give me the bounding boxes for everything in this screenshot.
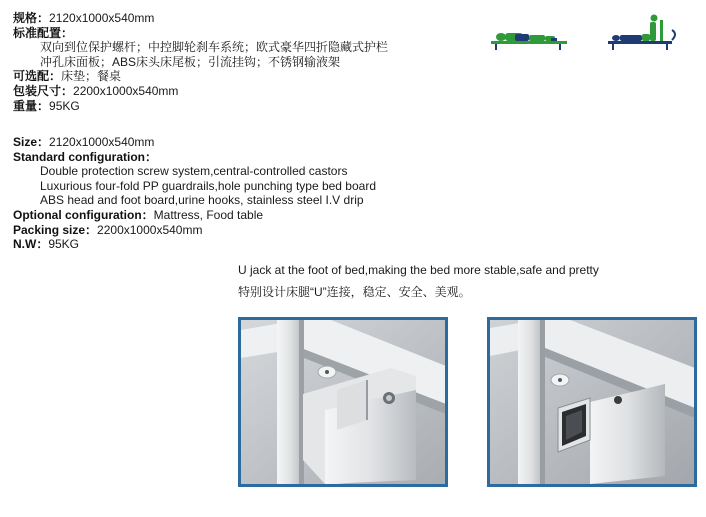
spec-optional-value: 床垫；餐桌 xyxy=(61,69,122,84)
spec-size-label: 规格： xyxy=(13,11,50,25)
bed-leg-u-jack-photo xyxy=(487,317,697,487)
spec-standard-line: ABS head and foot board,urine hooks, stainless steel I.V drip xyxy=(40,193,364,208)
spec-optional-label: Optional configuration： xyxy=(13,207,154,222)
spec-size-label: Size： xyxy=(13,135,50,149)
spec-optional-value: Mattress, Food table xyxy=(153,207,264,222)
caption-cn: 特别设计床腿“U”连接，稳定、安全、美观。 xyxy=(238,285,471,299)
spec-standard-row xyxy=(13,150,376,165)
spec-packing-row xyxy=(13,223,376,238)
spec-optional-row xyxy=(13,69,388,84)
spec-optional-row xyxy=(13,208,376,223)
spec-weight-label: 重量： xyxy=(13,98,50,113)
spec-standard-label: 标准配置： xyxy=(13,25,74,40)
spec-packing-value: 2200x1000x540mm xyxy=(97,222,203,237)
spec-optional-label: 可选配： xyxy=(13,69,62,84)
spec-weight-value: 95KG xyxy=(49,98,80,113)
spec-size-value: 2120x1000x540mm xyxy=(49,11,155,25)
spec-weight-label: N.W： xyxy=(13,237,49,252)
spec-standard-line: Double protection screw system,central-controlled castors xyxy=(40,164,348,179)
spec-standard-row xyxy=(13,26,388,41)
spec-en xyxy=(13,135,376,252)
spec-size-row xyxy=(13,135,376,150)
spec-standard-line: 冲孔床面板；ABS床头床尾板；引流挂钩；不锈钢输液架 xyxy=(40,54,341,69)
spec-standard-label: Standard configuration： xyxy=(13,149,158,164)
spec-packing-row xyxy=(13,84,388,99)
spec-standard-line: Luxurious four-fold PP guardrails,hole punching type bed board xyxy=(40,178,376,193)
spec-standard-line: 双向到位保护螺杆；中控脚轮刹车系统；欧式豪华四折隐藏式护栏 xyxy=(40,40,389,55)
spec-size-row xyxy=(13,11,388,26)
spec-weight-value: 95KG xyxy=(48,237,80,252)
spec-weight-row xyxy=(13,237,376,252)
bed-sitting-position-icon xyxy=(606,14,686,57)
spec-packing-label: 包装尺寸： xyxy=(13,83,74,98)
spec-weight-row xyxy=(13,99,388,114)
caption-en: U jack at the foot of bed,making the bed more stable,safe and pretty xyxy=(238,263,599,277)
bed-leg-u-joint-photo xyxy=(238,317,448,487)
spec-size-value: 2120x1000x540mm xyxy=(49,135,155,149)
bed-flat-position-icon xyxy=(489,22,569,57)
spec-cn xyxy=(13,11,388,113)
spec-packing-label: Packing size： xyxy=(13,222,98,237)
spec-packing-value: 2200x1000x540mm xyxy=(73,83,179,98)
